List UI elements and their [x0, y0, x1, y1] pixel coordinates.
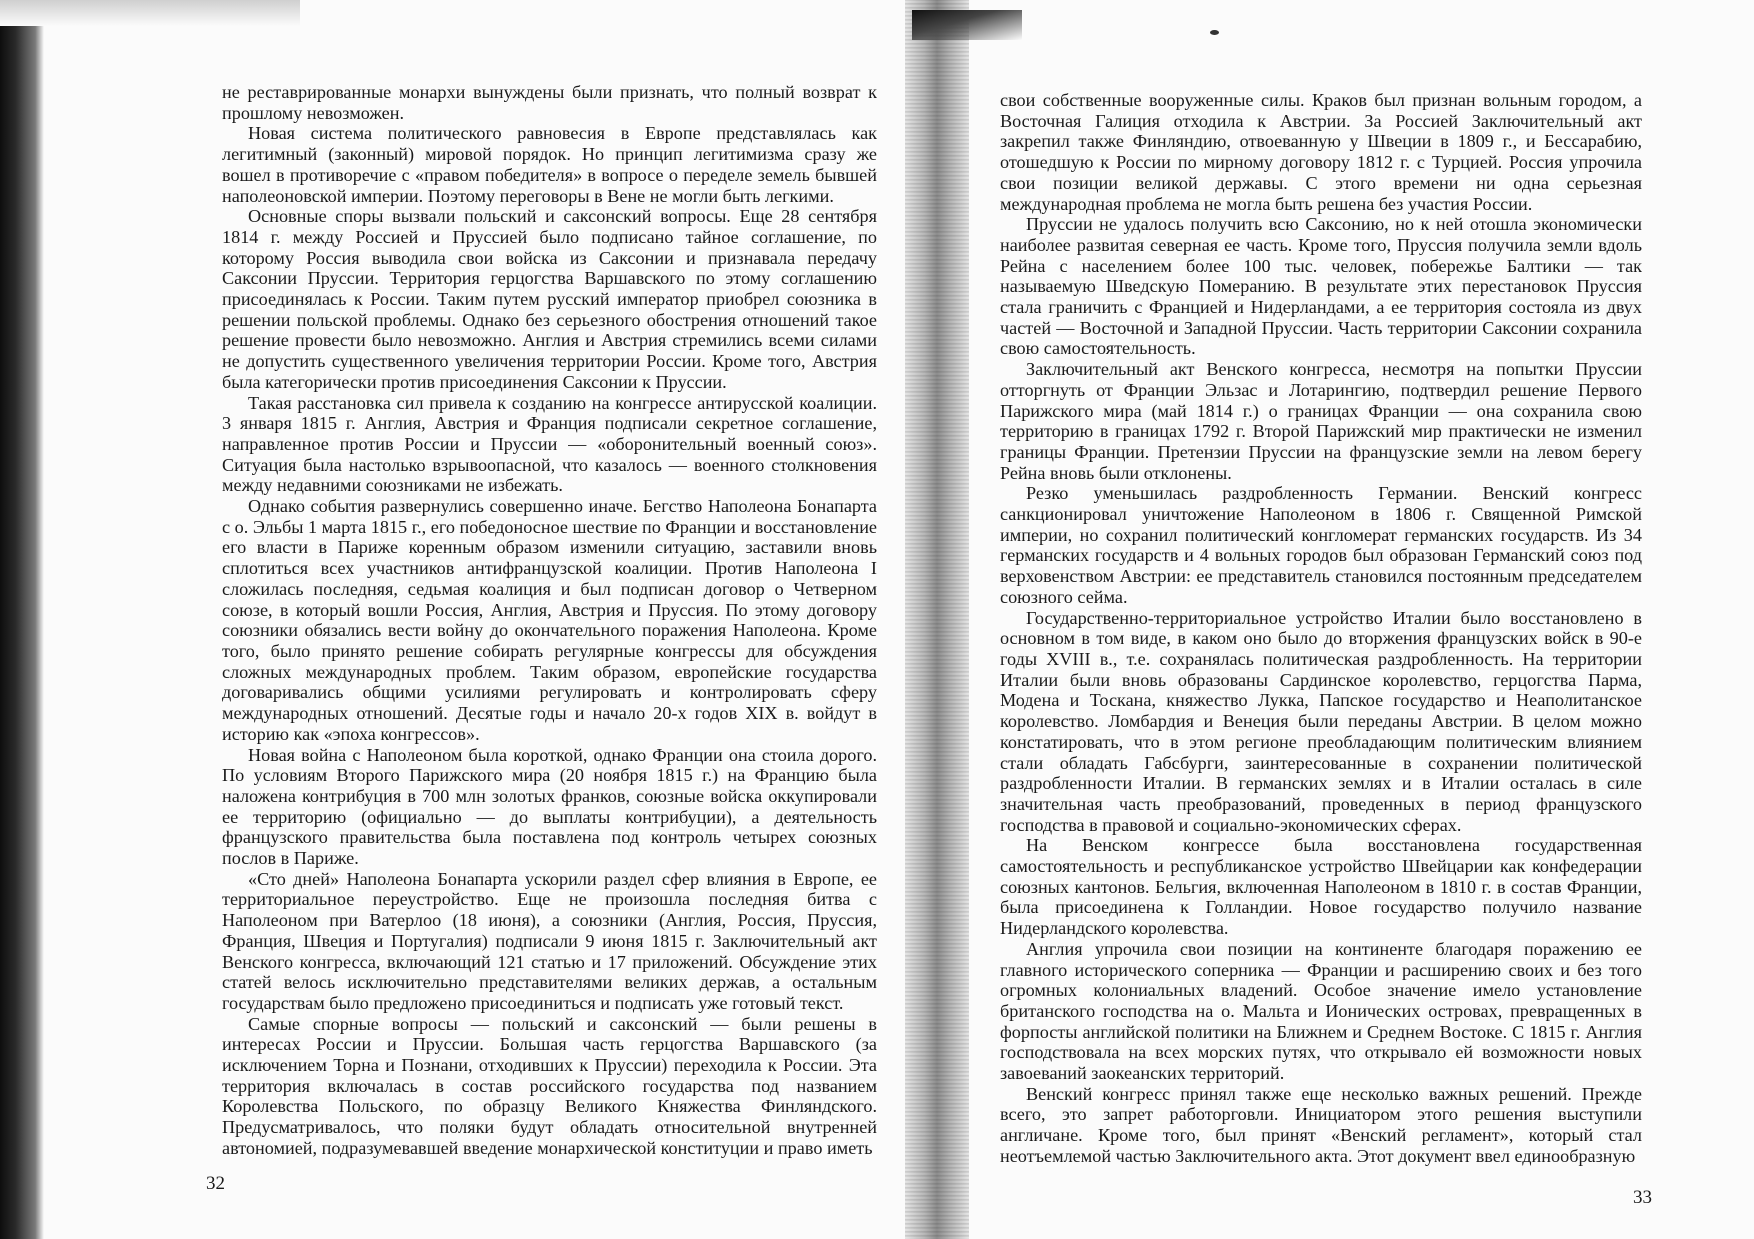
paragraph: Заключительный акт Венского конгресса, несмотря на попытки Пруссии отторгнуть от Франции Эльзас и Лотарингию, подтвердил решение Первого Парижского мира (май 1814 г.) о границах Франции — она сохранила свою территорию в границах 1792 г. Второй Парижский мир практически не изменил границы Франции. Претензии Пруссии на французские земли на левом берегу Рейна вновь были отклонены. [1000, 359, 1642, 483]
paragraph: Однако события развернулись совершенно иначе. Бегство Наполеона Бонапарта с о. Эльбы 1 марта 1815 г., его победоносное шествие по Франции и восстановление его власти в Париже коренным образом изменили ситуацию, заставили вновь сплотиться всех участников антифранцузской коалиции. Против Наполеона I сложилась последняя, седьмая коалиция и был подписан договор о Четверном союзе, в который вошли Россия, Англия, Австрия и Пруссия. По этому договору союзники обязались вести войну до окончательного поражения Наполеона. Кроме того, было принято решение собирать регулярные конгрессы для обсуждения сложных международных проблем. Таким образом, европейские государства договаривались общими усилиями регулировать и контролировать сферу международных отношений. Десятые годы и начало 20-х годов XIX в. войдут в историю как «эпоха конгрессов». [222, 496, 877, 744]
paragraph: Основные споры вызвали польский и саксонский вопросы. Еще 28 сентября 1814 г. между Россией и Пруссией было подписано тайное соглашение, по которому Россия выводила свои войска из Саксонии и признавала передачу Саксонии Пруссии. Территория герцогства Варшавского по этому соглашению присоединялась к России. Таким путем русский император приобрел союзника в решении польской проблемы. Однако без серьезного обострения отношений такое решение провести было невозможно. Англия и Австрия стремились всеми силами не допустить существенного увеличения территории России. Кроме того, Австрия была категорически против присоединения Саксонии к Пруссии. [222, 206, 877, 392]
paragraph: Государственно-территориальное устройство Италии было восстановлено в основном в том виде, в каком оно было до вторжения французских войск в 90-е годы XVIII в., т.е. сохранялась политическая раздробленность. На территории Италии были вновь образованы Сардинское королевство, герцогства Парма, Модена и Тоскана, княжество Лукка, Папское государство и Неаполитанское королевство. Ломбардия и Венеция были переданы Австрии. В целом можно констатировать, что в этом регионе преобладающим политическим влиянием стали обладать Габсбурги, заинтересованные в сохранении политической раздробленности Италии. В германских землях и в Италии осталась в силе значительная часть преобразований, проведенных в период французского господства в правовой и социально-экономических сферах. [1000, 607, 1642, 835]
paragraph: На Венском конгрессе была восстановлена государственная самостоятельность и республиканское устройство Швейцарии как конфедерации союзных кантонов. Бельгия, включенная Наполеоном в 1810 г. в состав Франции, была присоединена к Голландии. Новое государство получило название Нидерландского королевства. [1000, 835, 1642, 939]
paragraph: не реставрированные монархи вынуждены были признать, что полный возврат к прошлому невозможен. [222, 82, 877, 123]
scan-speck [1210, 30, 1219, 35]
paragraph: Венский конгресс принял также еще несколько важных решений. Прежде всего, это запрет работорговли. Инициатором этого решения выступили англичане. Кроме того, был принят «Венский регламент», который стал неотъемлемой частью Заключительного акта. Этот документ ввел единообразную [1000, 1083, 1642, 1166]
paragraph: Самые спорные вопросы — польский и саксонский — были решены в интересах России и Пруссии. Большая часть герцогства Варшавского (за исключением Торна и Познани, отходивших к Пруссии) переходила к России. Эта территория включалась в состав российского государства под названием Королевства Польского, по образцу Великого Княжества Финляндского. Предусматривалось, что поляки будут обладать относительной внутренней автономией, подразумевавшей введение монархической конституции и право иметь [222, 1013, 877, 1158]
scan-shadow-left [0, 0, 44, 1239]
paragraph: Такая расстановка сил привела к созданию на конгрессе антирусской коалиции. 3 января 1815 г. Англия, Австрия и Франция подписали секретное соглашение, направленное против России и Пруссии — «оборонительный военный союз». Ситуация была настолько взрывоопасной, что казалось — военного столкновения между недавними союзниками не избежать. [222, 392, 877, 496]
paragraph: свои собственные вооруженные силы. Краков был признан вольным городом, а Восточная Галиция отходила к Австрии. За Россией Заключительный акт закрепил также Финляндию, отвоеванную у Швеции в 1809 г., и Бессарабию, отошедшую к России по мирному договору 1812 г. с Турцией. Россия упрочила свои позиции великой державы. С этого времени ни одна серьезная международная проблема не могла быть решена без участия России. [1000, 90, 1642, 214]
gutter-shadow [912, 10, 1022, 40]
paragraph: Англия упрочила свои позиции на континенте благодаря поражению ее главного исторического соперника — Франции и расширению своих и без того огромных колониальных владений. Особое значение имело установление британского господства на о. Мальта и Ионических островах, превращенных в форпосты английской политики на Ближнем и Среднем Востоке. С 1815 г. Англия господствовала на всех морских путях, что открывало ей возможности новых завоеваний заокеанских территорий. [1000, 938, 1642, 1084]
paragraph: Резко уменьшилась раздробленность Германии. Венский конгресс санкционировал уничтожение Наполеоном в 1806 г. Священной Римской империи, но сохранил политический конгломерат германских государств. Из 34 германских государств и 4 вольных городов был образован Германский союз под верховенством Австрии: ее представитель становился постоянным председателем союзного сейма. [1000, 483, 1642, 607]
book-gutter [905, 0, 969, 1239]
paragraph: «Сто дней» Наполеона Бонапарта ускорили раздел сфер влияния в Европе, ее территориальное переустройство. Еще не произошла последняя битва с Наполеоном при Ватерлоо (18 июня), а союзники (Англия, Россия, Пруссия, Франция, Швеция и Португалия) подписали 9 июня 1815 г. Заключительный акт Венского конгресса, включающий 121 статью и 17 приложений. Обсуждение этих статей велось исключительно представителями великих держав, а остальным государствам было предложено присоединиться и подписать уже готовый текст. [222, 868, 877, 1013]
paragraph: Пруссии не удалось получить всю Саксонию, но к ней отошла экономически наиболее развитая северная ее часть. Кроме того, Пруссия получила земли вдоль Рейна с населением более 100 тыс. человек, побережье Балтики — так называемую Шведскую Померанию. В результате этих перестановок Пруссия стала граничить с Францией и Нидерландами, а ее территория состояла из двух частей — Восточной и Западной Пруссии. Часть территории Саксонии сохранила свою самостоятельность. [1000, 214, 1642, 359]
right-page [1000, 90, 1642, 1167]
page-number-right: 33 [1633, 1187, 1652, 1208]
paragraph: Новая система политического равновесия в Европе представлялась как легитимный (законный) мировой порядок. Но принцип легитимизма сразу же вошел в противоречие с «правом победителя» в вопросе о переделе земель бывшей наполеоновской империи. Поэтому переговоры в Вене не могли быть легкими. [222, 123, 877, 206]
left-page [222, 82, 877, 1159]
page-number-left: 32 [206, 1173, 225, 1194]
paragraph: Новая война с Наполеоном была короткой, однако Франции она стоила дорого. По условиям Второго Парижского мира (20 ноября 1815 г.) на Францию была наложена контрибуция в 700 млн золотых франков, союзные войска оккупировали ее территорию (официально — до выплаты контрибуции), а деятельность французского правительства была поставлена под контроль четырех союзных послов в Париже. [222, 744, 877, 869]
scan-shadow-top [0, 0, 300, 26]
